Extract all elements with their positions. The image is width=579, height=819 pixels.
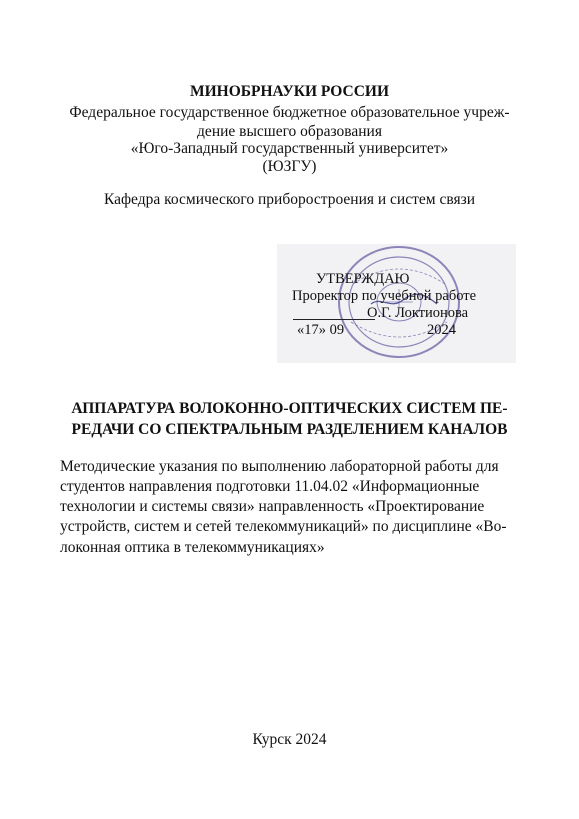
institution-line-2: дение высшего образования <box>197 123 382 140</box>
description-line-3: технологии и системы связи» направленность «Проектирование <box>60 498 485 515</box>
signature-line <box>293 319 375 320</box>
approver-name: О.Г. Локтионова <box>367 305 469 321</box>
city-year: Курск 2024 <box>252 731 327 748</box>
approval-role: Проректор по учебной работе <box>292 288 477 304</box>
ministry-heading: МИНОБРНАУКИ РОССИИ <box>189 83 390 100</box>
institution-line-3: «Юго-Западный государственный университет» <box>130 140 449 157</box>
description-line-2: студентов направления подготовки 11.04.02 «Информационные <box>60 478 480 495</box>
department-name: Кафедра космического приборостроения и систем связи <box>104 191 475 208</box>
description-line-1: Методические указания по выполнению лабораторной работы для <box>60 458 499 475</box>
document-title-line-1: АППАРАТУРА ВОЛОКОННО-ОПТИЧЕСКИХ СИСТЕМ ПЕ- <box>71 400 508 417</box>
approval-block <box>277 244 516 363</box>
approval-date: «17» 09 <box>297 322 345 338</box>
approval-title: УТВЕРЖДАЮ <box>316 271 410 287</box>
institution-line-1: Федеральное государственное бюджетное образовательное учреж- <box>69 104 510 121</box>
description-line-5: локонная оптика в телекоммуникациях» <box>60 539 325 556</box>
document-title-line-2: РЕДАЧИ СО СПЕКТРАЛЬНЫМ РАЗДЕЛЕНИЕМ КАНАЛОВ <box>71 421 508 438</box>
description-line-4: устройств, систем и сетей телекоммуникаций» по дисциплине «Во- <box>60 518 507 535</box>
approval-year: 2024 <box>427 322 456 338</box>
institution-line-4: (ЮЗГУ) <box>262 158 317 175</box>
